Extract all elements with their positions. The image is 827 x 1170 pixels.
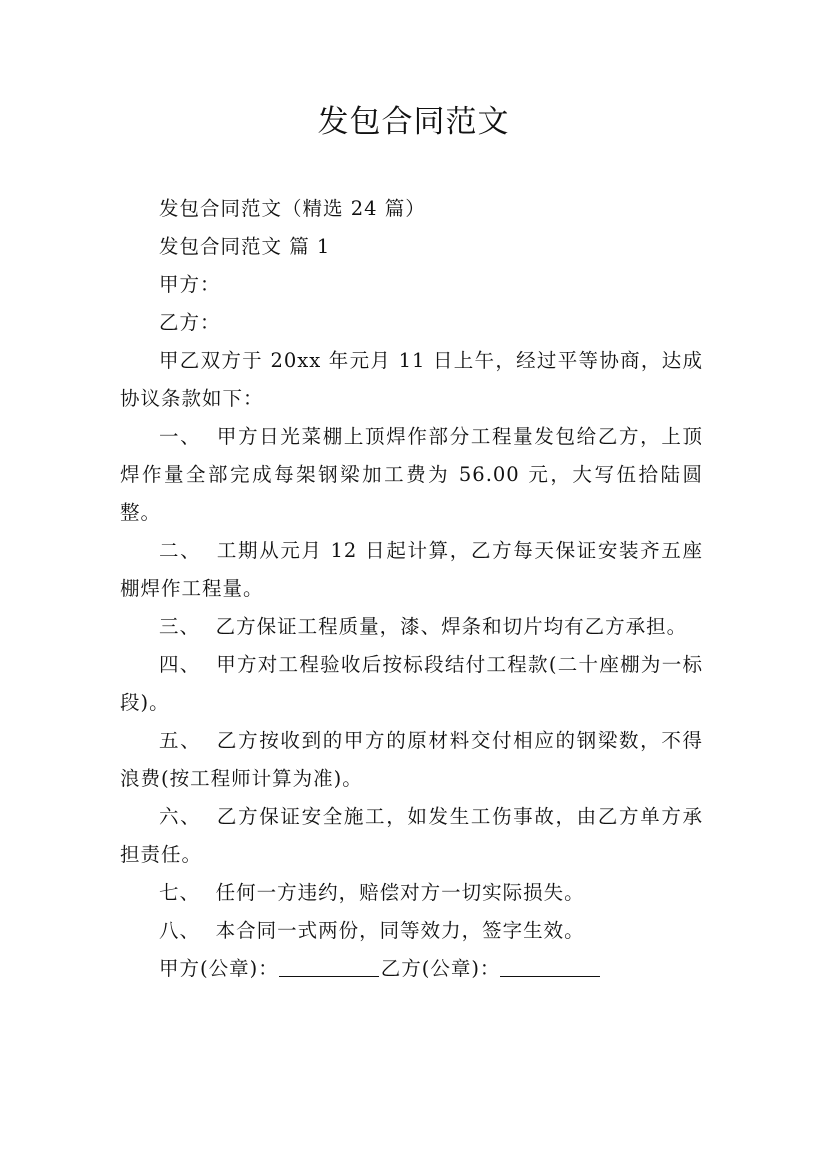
clause-8 (120, 912, 703, 950)
document-title: 发包合同范文 (317, 104, 510, 140)
clause-text: 甲方日光菜棚上顶焊作部分工程量发包给乙方，上顶焊作量全部完成每架钢梁加工费为 56.00 元，大写伍拾陆圆整。 (120, 425, 703, 524)
clause-text: 乙方按收到的甲方的原材料交付相应的钢梁数，不得浪费(按工程师计算为准)。 (120, 729, 703, 790)
party-a-line: 甲方： (159, 273, 221, 296)
clause-text: 工期从元月 12 日起计算，乙方每天保证安装齐五座棚焊作工程量。 (120, 539, 703, 600)
clause-7 (120, 874, 703, 912)
party-b-signature-blank (500, 954, 600, 977)
clause-text: 乙方保证工程质量，漆、焊条和切片均有乙方承担。 (215, 615, 688, 638)
clause-text: 甲方对工程验收后按标段结付工程款(二十座棚为一标段)。 (120, 653, 703, 714)
clause-number: 四、 (159, 653, 201, 676)
clause-text: 乙方保证安全施工，如发生工伤事故，由乙方单方承担责任。 (120, 805, 703, 866)
clause-4 (120, 646, 703, 722)
document-subtitle: 发包合同范文（精选 24 篇） (159, 197, 426, 220)
clause-number: 一、 (159, 425, 202, 448)
party-a-seal-label: 甲方(公章)： (159, 957, 279, 980)
clause-3 (120, 608, 703, 646)
clause-5 (120, 722, 703, 798)
clause-number: 五、 (159, 729, 202, 752)
clause-number: 二、 (159, 539, 202, 562)
party-b-seal-label: 乙方(公章)： (380, 957, 501, 980)
document-body (120, 190, 703, 988)
clause-number: 六、 (159, 805, 202, 828)
party-a-signature-blank (279, 954, 379, 977)
clause-6 (120, 798, 703, 874)
section-heading: 发包合同范文 篇 1 (159, 235, 331, 258)
party-b-line: 乙方： (159, 311, 221, 334)
signature-line (120, 950, 703, 988)
clause-number: 七、 (159, 881, 201, 904)
clause-text: 本合同一式两份，同等效力，签字生效。 (215, 919, 585, 942)
clause-number: 三、 (159, 615, 201, 638)
clause-number: 八、 (159, 919, 201, 942)
clause-2 (120, 532, 703, 608)
clause-text: 任何一方违约，赔偿对方一切实际损失。 (215, 881, 585, 904)
clause-1 (120, 418, 703, 532)
intro-paragraph: 甲乙双方于 20xx 年元月 11 日上午，经过平等协商，达成协议条款如下： (120, 349, 703, 410)
